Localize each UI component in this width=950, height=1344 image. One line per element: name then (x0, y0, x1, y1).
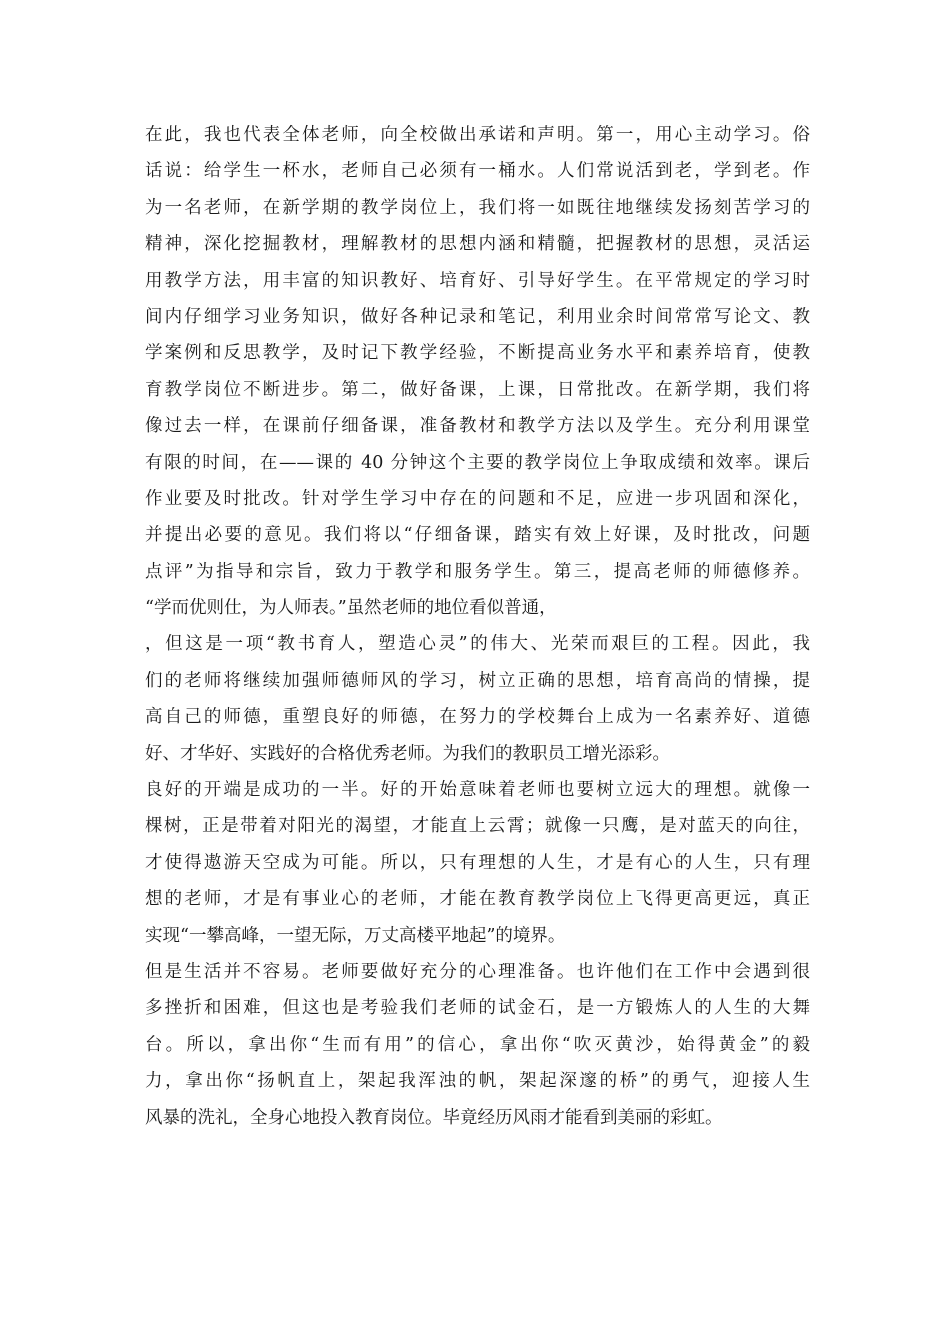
text-line: 在此，我也代表全体老师，向全校做出承诺和声明。第一，用心主动学习。俗 (145, 125, 810, 145)
text-line: 有限的时间，在——课的 40 分钟这个主要的教学岗位上争取成绩和效率。课后 (145, 452, 810, 473)
text-line: 为一名老师，在新学期的教学岗位上，我们将一如既往地继续发扬刻苦学习的 (145, 197, 810, 218)
text-line: 精神，深化挖掘教材，理解教材的思想内涵和精髓，把握教材的思想，灵活运 (145, 234, 810, 255)
body-text (145, 117, 810, 1136)
text-line: 但是生活并不容易。老师要做好充分的心理准备。也许他们在工作中会遇到很 (145, 961, 810, 982)
text-line: ，但这是一项“教书育人，塑造心灵”的伟大、光荣而艰巨的工程。因此，我 (145, 634, 810, 655)
text-line: 力，拿出你“扬帆直上，架起我浑浊的帆，架起深邃的桥”的勇气，迎接人生 (145, 1071, 810, 1092)
text-line: 用教学方法，用丰富的知识教好、培育好、引导好学生。在平常规定的学习时 (145, 270, 810, 291)
text-line: 作业要及时批改。针对学生学习中存在的问题和不足，应进一步巩固和深化， (145, 488, 810, 509)
text-line: 实现“一攀高峰，一望无际，万丈高楼平地起”的境界。 (145, 925, 566, 946)
text-line: 多挫折和困难，但这也是考验我们老师的试金石，是一方锻炼人的人生的大舞 (145, 998, 810, 1019)
text-line: 们的老师将继续加强师德师风的学习，树立正确的思想，培育高尚的情操，提 (145, 670, 810, 691)
text-line: 风暴的洗礼，全身心地投入教育岗位。毕竟经历风雨才能看到美丽的彩虹。 (145, 1107, 723, 1128)
text-line: 间内仔细学习业务知识，做好各种记录和笔记，利用业余时间常常写论文、教 (145, 306, 810, 327)
text-line: 高自己的师德，重塑良好的师德，在努力的学校舞台上成为一名素养好、道德 (145, 707, 810, 728)
text-line: 才使得遨游天空成为可能。所以，只有理想的人生，才是有心的人生，只有理 (145, 852, 810, 873)
text-line: 像过去一样，在课前仔细备课，准备教材和教学方法以及学生。充分利用课堂 (145, 416, 810, 437)
text-line: 并提出必要的意见。我们将以“仔细备课，踏实有效上好课，及时批改，问题 (145, 525, 810, 546)
text-line: 育教学岗位不断进步。第二，做好备课，上课，日常批改。在新学期，我们将 (145, 379, 810, 400)
text-line: 想的老师，才是有事业心的老师，才能在教育教学岗位上飞得更高更远，真正 (145, 889, 810, 910)
text-line: “学而优则仕，为人师表。”虽然老师的地位看似普通， (145, 598, 557, 619)
text-line: 台。所以，拿出你“生而有用”的信心，拿出你“吹灭黄沙，始得黄金”的毅 (145, 1034, 810, 1055)
text-line: 良好的开端是成功的一半。好的开始意味着老师也要树立远大的理想。就像一 (145, 780, 810, 801)
text-line: 学案例和反思教学，及时记下教学经验，不断提高业务水平和素养培育，使教 (145, 343, 810, 364)
text-line: 点评”为指导和宗旨，致力于教学和服务学生。第三，提高老师的师德修养。 (145, 561, 810, 582)
text-line: 好、才华好、实践好的合格优秀老师。为我们的教职员工增光添彩。 (145, 743, 670, 764)
text-line: 话说：给学生一杯水，老师自己必须有一桶水。人们常说活到老，学到老。作 (145, 161, 810, 182)
text-line: 棵树，正是带着对阳光的渴望，才能直上云霄；就像一只鹰，是对蓝天的向往， (145, 816, 810, 837)
